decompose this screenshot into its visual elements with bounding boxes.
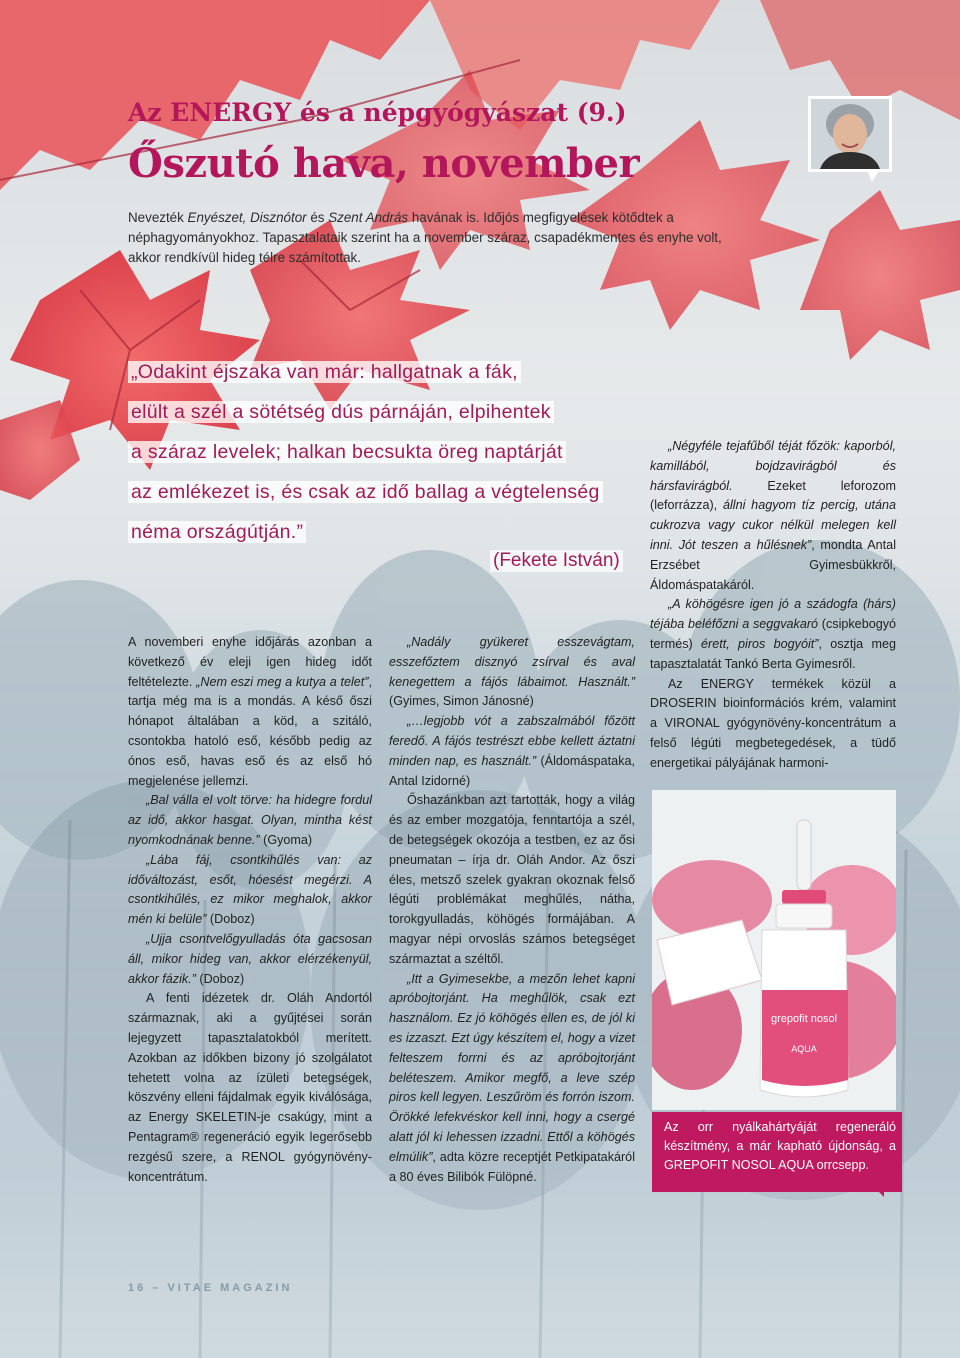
article-column-1 (128, 633, 372, 1187)
paragraph: „Nadály gyükeret esszevágtam, esszefőztem disznyó zsírval és aval kenegettem a fájós lábaimot. Használt.” (Gyimes, Simon Jánosné) (389, 635, 635, 709)
series-kicker: Az ENERGY és a népgyógyászat (9.) (128, 98, 627, 127)
quote-line: „Odakint éjszaka van már: hallgatnak a fák, (128, 356, 628, 396)
paragraph: „Itt a Gyimesekbe, a mezőn lehet kapni apróbojtorjánt. Ha meghűlök, csak ezt használom. Ez jó köhögés ellen es, de jól ki es izzaszt. Ezt úgy készítem el, hogy a vizet felteszem forrni és az apróbojtorjánt beléteszem. Amikor megfő, a leve szép piros kell legyen. Leszűröm és forrón iszom. Örökké lefekvéskor kell inni, hogy a csergé alatt jól ki lehessen izzadni. Ettől a köhögés elmúlik”, adta közre receptjét Petkipatakáról a 80 éves Bilibók Fülöpné. (389, 971, 635, 1184)
quote-line: elült a szél a sötétség dús párnáján, elpihentek (128, 396, 628, 436)
product-photo-nasal-spray (652, 790, 896, 1110)
paragraph: „Négyféle tejafűből téját főzök: kaporból, kamillából, bojdzavirágból és hársfavirágból. Ezeket leforozom (leforrázza), állni hagyom tíz percig, utána cukrozva vagy cukor nélkül melegen kell inni. Jót teszen a hűlésnek”, mondta Antal Erzsébet Gyimesbükkről, Áldomáspatakáról. (650, 439, 896, 592)
author-portrait (806, 94, 894, 184)
paragraph: Az ENERGY termékek közül a DROSERIN bioinformációs krém, valamint a VIRONAL gyógynövény-koncentrátum a felső légúti megbetegedések, a tüdő energetikai pályájának harmoni- (650, 676, 896, 770)
page-footer: 16 – VITAE MAGAZIN (128, 1282, 293, 1294)
paragraph: „…legjobb vót a zabszalmából főzött feredő. A fájós testrészt ebbe kellett áztatni minden nap, es használt.” (Áldomáspataka, Antal Izidorné) (389, 714, 635, 788)
product-brand-text: grepofit nosol (770, 1013, 838, 1025)
lead-paragraph: Nevezték Enyészet, Disznótor és Szent András havának is. Időjós megfigyelések kötődtek a néphagyományokhoz. Tapasztalataik szerint ha a november száraz, csapadékmentes és enyhe volt, akkor rendkívül hideg télre számítottak. (128, 210, 722, 265)
opening-poem-quote (128, 356, 628, 556)
article-column-3 (650, 437, 896, 774)
article-column-2 (389, 633, 635, 1187)
quote-author: (Fekete István) (490, 550, 623, 572)
quote-line: a száraz levelek; halkan becsukta öreg naptárját (128, 436, 628, 476)
page-title: Őszutó hava, november (128, 140, 640, 187)
quote-line: néma országútján.” (128, 516, 628, 556)
paragraph: Őshazánkban azt tartották, hogy a világ és az ember mozgatója, fenntartója a szél, de betegségek okozója a testben, ez az ősi pneumatan – írja dr. Oláh Andor. Az őszi éles, metsző szelek gyakran okoznak felső légúti problémákat meghűlés, nátha, torokgyulladás, köhögés formájában. A magyar népi orvoslás számos betegséget származtat a széltől. (389, 793, 635, 966)
paragraph: „Bal válla el volt törve: ha hidegre fordul az idő, akkor hasgat. Olyan, mintha kést nyomkodnának benne.” (Gyoma) (128, 793, 372, 847)
paragraph: „Ujja csontvelőgyulladás óta gacsosan áll, mikor hideg van, akkor elérzékenyül, akkor fázik.” (Doboz) (128, 931, 372, 986)
quote-line: az emlékezet is, és csak az idő ballag a végtelenség (128, 476, 628, 516)
product-caption: Az orr nyálkahártyáját regeneráló készítmény, a már kapható újdonság, a GREPOFIT NOSOL AQUA orrcsepp. (652, 1112, 902, 1192)
paragraph: „Lába fáj, csontkihűlés van: az időváltozást, esőt, hóesést megérzi. A csontkihűlés, ez mikor meghalok, akkor mén ki belüle” (Doboz) (128, 852, 372, 927)
caption-speech-tail (872, 1185, 884, 1197)
product-sub-text: AQUA (791, 1044, 817, 1054)
paragraph: A fenti idézetek dr. Oláh Andortól származnak, aki a gyűjtései során lejegyzett tapasztalatokból merített. Azokban az időkben bizony jó szolgálatot tehetett volna az ízületi betegségek, köszvény elleni fájdalmak egyik kiválósága, az Energy SKELETIN-je csakúgy, mint a Pentagram® regeneráció egyik legerősebb rezgésű szere, a RENOL gyógynövény-koncentrátum. (128, 991, 372, 1184)
paragraph: „A köhögésre igen jó a szádogfa (hárs) téjába beléfőzni a seggvakaró (csipkebogyó termés) érett, piros bogyóit”, osztja meg tapasztalatát Tankó Berta Gyimesről. (650, 597, 897, 671)
paragraph: A novemberi enyhe időjárás azonban a következő év eleji igen hideg időt feltételezte. „Nem eszi meg a kutya a telet”, tartja még ma is a mondás. A késő őszi hónapot általában a köd, a szitáló, csontokba hatoló eső, később pedig az ónos eső, havas eső és az első hó megjelenése jellemzi. (128, 635, 372, 788)
